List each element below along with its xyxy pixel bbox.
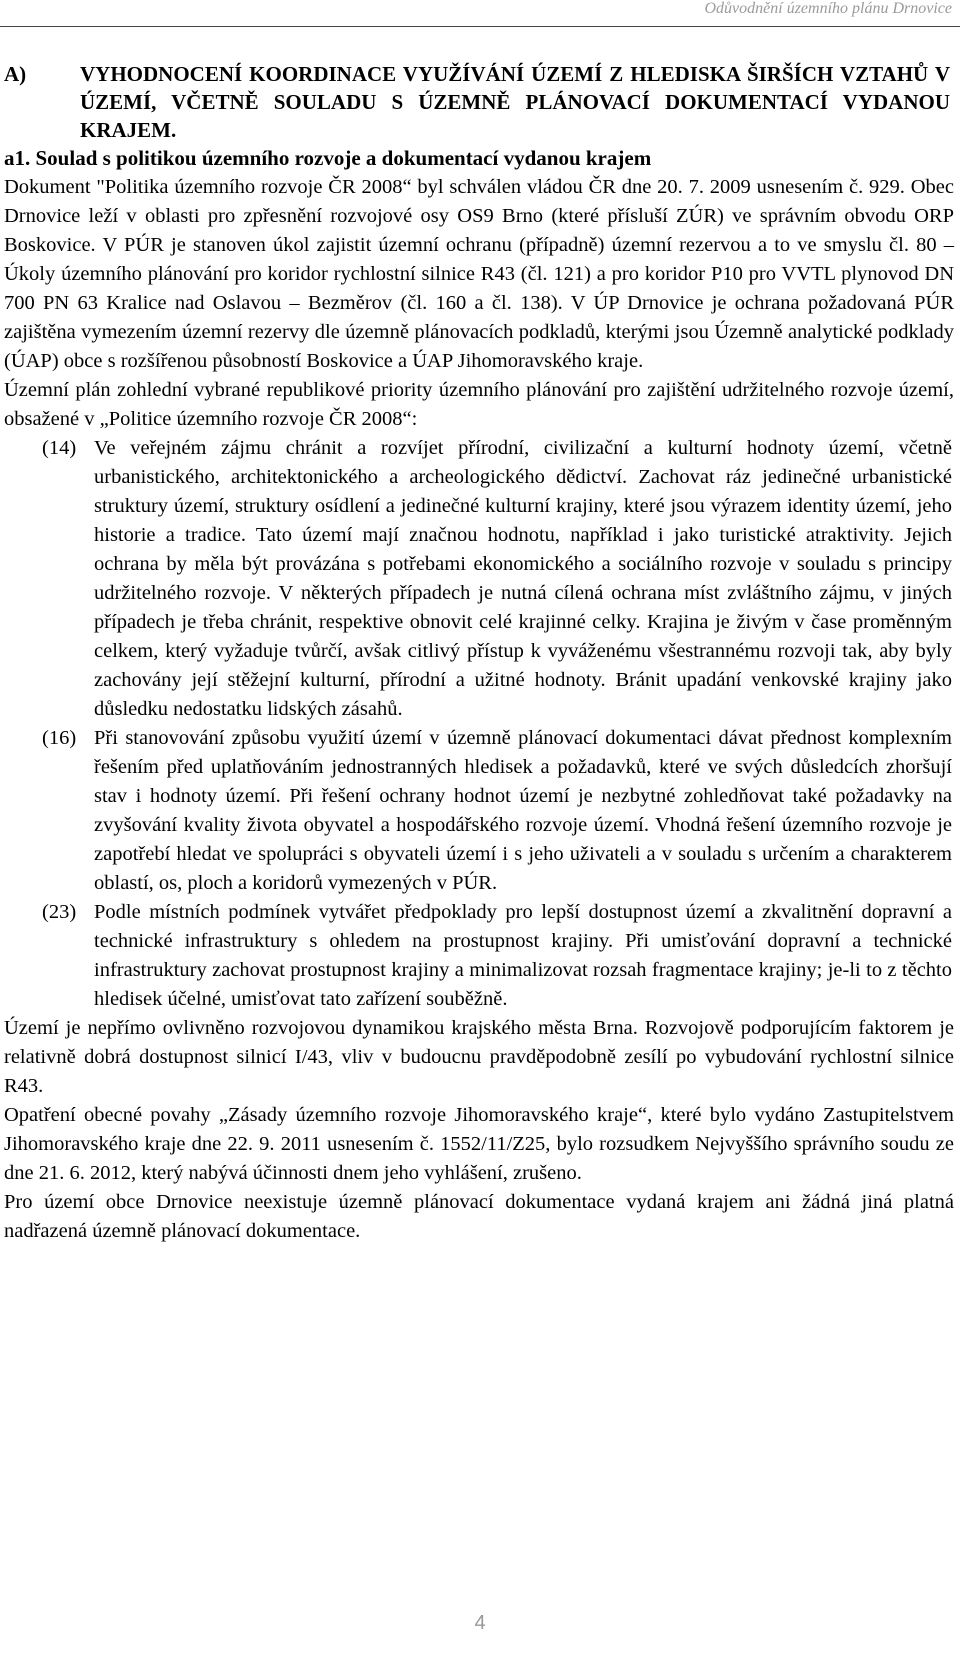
page-content	[4, 60, 954, 1246]
priority-item-23	[4, 898, 954, 1014]
section-heading	[4, 60, 954, 144]
section-label: A)	[4, 62, 27, 86]
priority-number: (23)	[42, 901, 77, 923]
priority-number: (16)	[42, 727, 77, 749]
priority-item-16	[4, 724, 954, 898]
priority-text: Ve veřejném zájmu chránit a rozvíjet přírodní, civilizační a kulturní hodnoty území, včetně urbanistického, architektonického a archeologického dědictví. Zachovat ráz jedinečné urbanistické struktury území, struktury osídlení a jedinečné kulturní krajiny, které jsou výrazem identity území, jeho historie a tradice. Tato území mají značnou hodnotu, například i jako turistické atraktivity. Jejich ochrana by měla být provázána s potřebami ekonomického a sociálního rozvoje v souladu s principy udržitelného rozvoje. V některých případech je nutná cílená ochrana míst zvláštního zájmu, v jiných případech je třeba chránit, respektive obnovit celé krajinné celky. Krajina je živým v čase proměnným celkem, který vyžaduje tvůrčí, avšak citlivý přístup k vyváženému všestrannému rozvoji tak, aby byly zachovány její stěžejní kulturní, přírodní a užitné hodnoty. Bránit upadání venkovské krajiny jako důsledku nedostatku lidských zásahů.	[94, 437, 952, 720]
paragraph-zur-annulled: Opatření obecné povahy „Zásady územního rozvoje Jihomoravského kraje“, které bylo vydáno Zastupitelstvem Jihomoravského kraje dne 22. 9. 2011 usnesením č. 1552/11/Z25, bylo rozsudkem Nejvyššího správního soudu ze dne 21. 6. 2012, který nabývá účinnosti dnem jeho vyhlášení, zrušeno.	[4, 1104, 954, 1184]
paragraph-pur: Dokument "Politika územního rozvoje ČR 2008“ byl schválen vládou ČR dne 20. 7. 2009 usnesením č. 929. Obec Drnovice leží v oblasti pro zpřesnění rozvojové osy OS9 Brno (které přísluší ZÚR) ve správním obvodu ORP Boskovice. V PÚR je stanoven úkol zajistit územní ochranu (případně) územní rezervou a to ve smyslu čl. 80 – Úkoly územního plánování pro koridor rychlostní silnice R43 (čl. 121) a pro koridor P10 pro VVTL plynovod DN 700 PN 63 Kralice nad Oslavou – Bezměrov (čl. 160 a čl. 138). V ÚP Drnovice je ochrana požadovaná PÚR zajištěna vymezením územní rezervy dle územně plánovacích podkladů, kterými jsou Územně analytické podklady (ÚAP) obce s rozšířenou působností Boskovice a ÚAP Jihomoravského kraje.	[4, 176, 954, 372]
priority-number: (14)	[42, 437, 77, 459]
priority-text: Při stanovování způsobu využití území v územně plánovací dokumentaci dávat přednost komplexním řešením před uplatňováním jednostranných hledisek a požadavků, které ve svých důsledcích zhoršují stav i hodnoty území. Při řešení ochrany hodnot území je nezbytné zohledňovat také požadavky na zvyšování kvality života obyvatel a hospodářského rozvoje území. Vhodná řešení územního rozvoje je zapotřebí hledat ve spolupráci s obyvateli území i s jeho uživateli a v souladu s určením a charakterem oblastí, os, ploch a koridorů vymezených v PÚR.	[94, 727, 952, 894]
paragraph-no-regional-documentation: Pro území obce Drnovice neexistuje územně plánovací dokumentace vydaná krajem ani žádná jiná platná nadřazená územně plánovací dokumentace.	[4, 1191, 954, 1242]
paragraph-brno-influence: Území je nepřímo ovlivněno rozvojovou dynamikou krajského města Brna. Rozvojově podporujícím faktorem je relativně dobrá dostupnost silnicí I/43, vliv v budoucnu pravděpodobně zesílí po vybudování rychlostní silnice R43.	[4, 1017, 954, 1097]
priority-text: Podle místních podmínek vytvářet předpoklady pro lepší dostupnost území a zkvalitnění dopravní a technické infrastruktury s ohledem na prostupnost krajiny. Při umisťování dopravní a technické infrastruktury zachovat prostupnost krajiny a minimalizovat rozsah fragmentace krajiny; je-li to z těchto hledisek účelné, umisťovat tato zařízení souběžně.	[94, 901, 952, 1010]
section-title: VYHODNOCENÍ KOORDINACE VYUŽÍVÁNÍ ÚZEMÍ Z HLEDISKA ŠIRŠÍCH VZTAHŮ V ÚZEMÍ, VČETNĚ SOULADU S ÚZEMNĚ PLÁNOVACÍ DOKUMENTACÍ VYDANOU KRAJEM.	[80, 62, 950, 142]
running-header: Odůvodnění územního plánu Drnovice	[704, 0, 952, 17]
header-rule	[0, 26, 960, 27]
paragraph-priorities-intro: Územní plán zohlední vybrané republikové priority územního plánování pro zajištění udržitelného rozvoje území, obsažené v „Politice územního rozvoje ČR 2008“:	[4, 379, 954, 430]
priority-item-14	[4, 434, 954, 724]
page-number: 4	[474, 1612, 486, 1634]
subsection-heading: a1. Soulad s politikou územního rozvoje a dokumentací vydanou krajem	[4, 146, 652, 170]
